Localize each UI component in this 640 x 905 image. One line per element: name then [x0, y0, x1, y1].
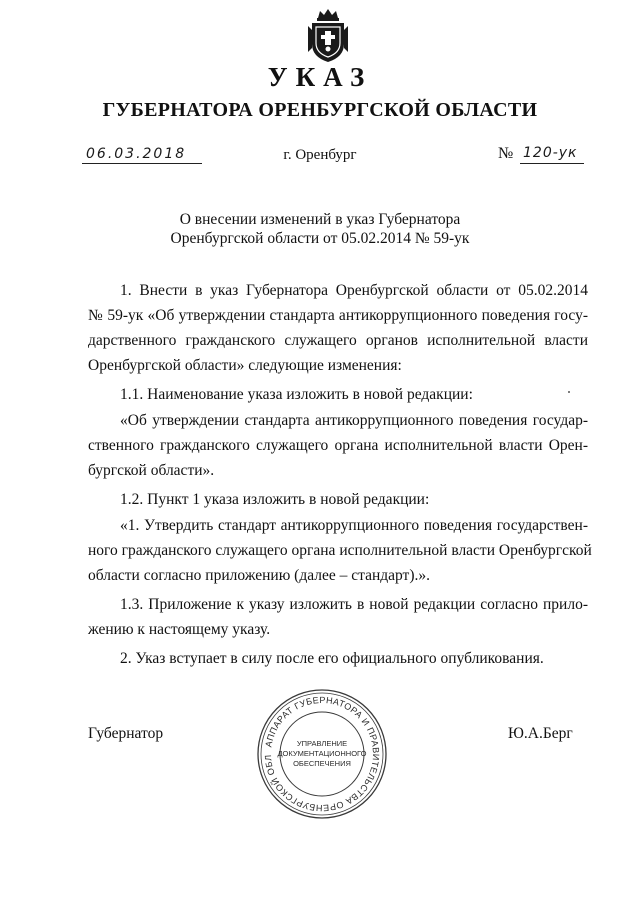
signatory-name: Ю.А.Берг [508, 725, 573, 742]
seal-center-line-1: УПРАВЛЕНИЕ [296, 739, 348, 748]
seal-center-line-2: ДОКУМЕНТАЦИОННОГО [277, 749, 367, 758]
number-underline [520, 163, 584, 164]
number-sign: № [498, 145, 514, 162]
body-line: 2. Указ вступает в силу после его официального опубликования. [120, 650, 544, 667]
title-line-1: О внесении изменений в указ Губернатора [179, 211, 461, 228]
body-line: 1. Внести в указ Губернатора Оренбургской области от 05.02.2014 [120, 282, 588, 299]
document-title [0, 210, 640, 248]
body-line: бургской области». [88, 462, 215, 479]
body-line: «1. Утвердить стандарт антикоррупционного поведения государствен- [120, 517, 588, 534]
seal-center-text [254, 686, 390, 822]
seal-ring-text: АППАРАТ ГУБЕРНАТОРА И ПРАВИТЕЛЬСТВА ОРЕНБУРГСКОЙ ОБЛ [262, 694, 382, 814]
body-line: ного гражданского служащего органа исполнительной власти Оренбургской [88, 542, 592, 559]
body-line: 1.1. Наименование указа изложить в новой редакции: [120, 386, 473, 403]
number-value: 120-ук [523, 145, 578, 161]
date-value: 06.03.2018 [86, 146, 187, 162]
body-line: «Об утверждении стандарта антикоррупционного поведения государ- [120, 412, 588, 429]
coat-of-arms-icon [306, 8, 350, 64]
document-issuer-heading: ГУБЕРНАТОРА ОРЕНБУРГСКОЙ ОБЛАСТИ [102, 99, 538, 121]
body-line: жению к настоящему указу. [88, 621, 271, 638]
body-line: № 59-ук «Об утверждении стандарта антикоррупционного поведения госу- [88, 307, 588, 324]
seal-center-line-3: ОБЕСПЕЧЕНИЯ [293, 759, 351, 768]
signatory-position: Губернатор [88, 725, 164, 742]
body-line: ственного гражданского служащего органа исполнительной власти Орен- [88, 437, 588, 454]
body-line: области согласно приложению (далее – стандарт).». [88, 567, 430, 584]
scan-speck [568, 391, 570, 393]
body-line: Оренбургской области» следующие изменения: [88, 357, 402, 374]
city-label: г. Оренбург [283, 147, 357, 163]
number-field [520, 144, 584, 166]
document-type-heading: УКАЗ [267, 62, 373, 92]
official-seal-stamp [254, 686, 390, 822]
body-line: 1.3. Приложение к указу изложить в новой редакции согласно прило- [120, 596, 588, 613]
title-line-2: Оренбургской области от 05.02.2014 № 59-ук [170, 230, 470, 247]
body-line: 1.2. Пункт 1 указа изложить в новой редакции: [120, 491, 430, 508]
body-line: дарственного гражданского служащего органов исполнительной власти [88, 332, 588, 349]
